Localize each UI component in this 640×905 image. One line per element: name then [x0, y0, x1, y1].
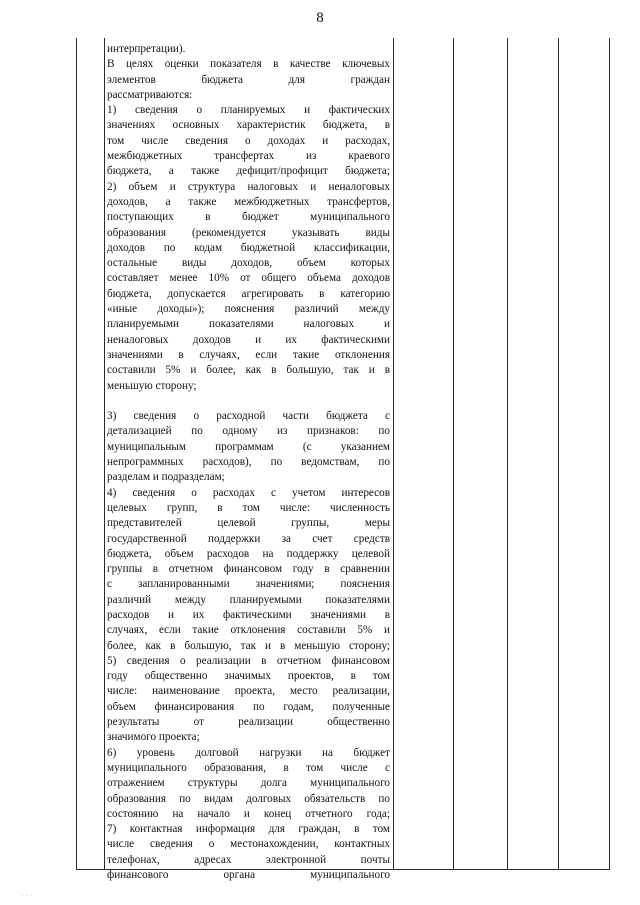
table-border-left [76, 38, 77, 870]
text-line: 5) сведения о реализации в отчетном финансовом [107, 654, 390, 667]
text-line: 6) уровень долговой нагрузки на бюджет [107, 746, 390, 759]
text-line: детализацией по одному из признаков: по [107, 425, 390, 438]
text-line: доходов, а также межбюджетных трансфертов, [107, 195, 390, 208]
text-line: государственной поддержки за счет средств [107, 532, 390, 545]
text-line: значимого проекта; [107, 731, 200, 744]
text-line: планируемыми показателями налоговых и [107, 318, 390, 331]
table-column-divider [104, 38, 105, 870]
table-column-divider [558, 38, 559, 870]
text-line: рассматриваются: [107, 88, 193, 101]
text-line: более, как в большую, так и в меньшую сторону; [107, 639, 390, 652]
text-line: 4) сведения о расходах с учетом интересов [107, 486, 390, 499]
text-line: составили 5% и более, как в большую, так и в [107, 364, 390, 377]
text-line: 7) контактная информация для граждан, в том [107, 823, 390, 836]
text-line: числе: наименование проекта, место реализации, [107, 685, 390, 698]
text-line: непрограммных расходов), по ведомствам, по [107, 456, 390, 469]
text-line: значениях основных характеристик бюджета, в [107, 119, 390, 132]
indicator-description-cell [107, 42, 390, 883]
text-line: В целях оценки показателя в качестве ключевых [107, 58, 390, 71]
table-column-divider [507, 38, 508, 870]
blank-line [107, 394, 390, 409]
text-line: бюджета, объем расходов на поддержку целевой [107, 547, 390, 560]
text-line: отражением структуры долга муниципального [107, 777, 390, 790]
text-line: объем финансирования по годам, полученные [107, 700, 390, 713]
text-line: 3) сведения о расходной части бюджета с [107, 410, 390, 423]
text-line: телефонах, адресах электронной почты [107, 853, 390, 866]
text-line: 1) сведения о планируемых и фактических [107, 104, 390, 117]
text-line: состоянию на начало и конец отчетного года; [107, 807, 390, 820]
text-line: межбюджетных трансфертах из краевого [107, 150, 390, 163]
text-line: неналоговых доходов и их фактическими [107, 333, 390, 346]
text-line: году общественно значимых проектов, в том [107, 670, 390, 683]
text-line: том числе сведения о доходах и расходах, [107, 134, 390, 147]
text-line: числе сведения о местонахождении, контактных [107, 838, 390, 851]
text-line: различий между планируемыми показателями [107, 593, 390, 606]
table-column-divider [393, 38, 394, 870]
text-line: группы в отчетном финансовом году в сравнении [107, 563, 390, 576]
text-line: муниципального образования, в том числе с [107, 761, 390, 774]
scan-mark: · · · [22, 892, 33, 900]
text-line: бюджета, а также дефицит/профицит бюджета; [107, 165, 390, 178]
text-line: бюджета, допускается агрегировать в категорию [107, 287, 390, 300]
text-line: финансового органа муниципального [107, 869, 390, 882]
text-line: разделам и подразделам; [107, 471, 225, 484]
text-line: образования по видам долговых обязательств по [107, 792, 390, 805]
text-line: остальные виды доходов, объем которых [107, 257, 390, 270]
text-line: составляет менее 10% от общего объема доходов [107, 272, 390, 285]
text-line: меньшую сторону; [107, 379, 197, 392]
text-line: поступающих в бюджет муниципального [107, 211, 390, 224]
text-line: значениями в случаях, если такие отклонения [107, 348, 390, 361]
text-line: с запланированными значениями; пояснения [107, 578, 390, 591]
text-line: случаях, если такие отклонения составили 5% и [107, 624, 390, 637]
text-line: 2) объем и структура налоговых и неналоговых [107, 180, 390, 193]
text-line: интерпретации). [107, 43, 186, 55]
text-line: целевых групп, в том числе: численность [107, 501, 390, 514]
text-line: представителей целевой группы, меры [107, 517, 390, 530]
text-line: доходов по кодам бюджетной классификации, [107, 241, 390, 254]
text-line: «иные доходы»); пояснения различий между [107, 303, 390, 316]
text-line: расходов и их фактическими значениями в [107, 608, 390, 621]
table-border-right [609, 38, 610, 870]
text-line: элементов бюджета для граждан [107, 73, 390, 86]
text-line: результаты от реализации общественно [107, 716, 390, 729]
page-number: 8 [316, 10, 324, 26]
text-line: муниципальным программам (с указанием [107, 440, 390, 453]
text-line: образования (рекомендуется указывать виды [107, 226, 390, 239]
table-column-divider [453, 38, 454, 870]
